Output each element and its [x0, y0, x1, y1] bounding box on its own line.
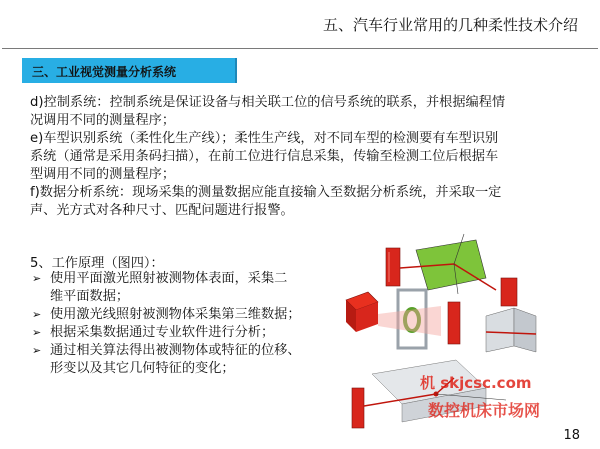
arrow-bullet-icon: ➢ [32, 326, 42, 339]
principle-title: 5、工作原理（图四）： [30, 256, 164, 271]
section-label: 三、工业视觉测量分析系统 [32, 65, 177, 79]
title-divider [2, 48, 598, 49]
watermark-site: 机 skjcsc.com [420, 374, 532, 392]
principle-list [32, 270, 332, 378]
receiver-unit-top [501, 278, 517, 306]
list-item-line: 形变以及其它几何特征的变化； [50, 361, 235, 376]
paragraph-line: e)车型识别系统（柔性化生产线）；柔性生产线，对不同车型的检测要有车型识别 [30, 131, 499, 146]
arrow-bullet-icon: ➢ [32, 308, 42, 321]
list-item [32, 342, 332, 378]
list-item-line: 使用激光线照射被测物体采集第三维数据； [50, 307, 301, 322]
paragraph-line: 况调用不同的测量程序； [30, 113, 176, 128]
list-item [32, 324, 332, 342]
paragraph-model-recognition [30, 130, 585, 184]
paragraph-line: f)数据分析系统：现场采集的测量数据应能直接输入至数据分析系统，并采取一定 [30, 185, 502, 200]
title-bar [0, 0, 600, 50]
list-item-line: 维平面数据； [50, 289, 130, 304]
watermark-name: 数控机床市场网 [428, 401, 541, 420]
green-surface-plate [416, 240, 486, 290]
arrow-bullet-icon: ➢ [32, 344, 42, 357]
laser-unit-top [386, 248, 400, 286]
list-item [32, 270, 332, 306]
list-item-line: 根据采集数据通过专业软件进行分析； [50, 325, 275, 340]
paragraph-line: 系统（通常是采用条码扫描），在前工位进行信息采集，传输至检测工位后根据车 [30, 149, 499, 164]
paragraph-line: d)控制系统：控制系统是保证设备与相关联工位的信号系统的联系，并根据编程情 [30, 95, 506, 110]
list-item-line: 使用平面激光照射被测物体表面，采集二 [50, 271, 288, 286]
receiver-unit-middle [448, 302, 460, 344]
page-title: 五、汽车行业常用的几种柔性技术介绍 [322, 16, 578, 34]
paragraph-line: 声、光方式对各种尺寸、匹配问题进行报警。 [30, 203, 294, 218]
section-header [22, 58, 237, 83]
paragraph-data-analysis [30, 184, 585, 220]
list-item-line: 通过相关算法得出被测物体或特征的位移、 [50, 343, 301, 358]
arrow-bullet-icon: ➢ [32, 272, 42, 285]
laser-unit-middle [346, 292, 378, 332]
laser-unit-bottom [352, 388, 364, 428]
paragraph-control-system [30, 94, 585, 130]
folded-surface [486, 308, 514, 352]
list-item [32, 306, 332, 324]
page-number: 18 [563, 428, 580, 443]
paragraph-line: 型调用不同的测量程序； [30, 167, 176, 182]
